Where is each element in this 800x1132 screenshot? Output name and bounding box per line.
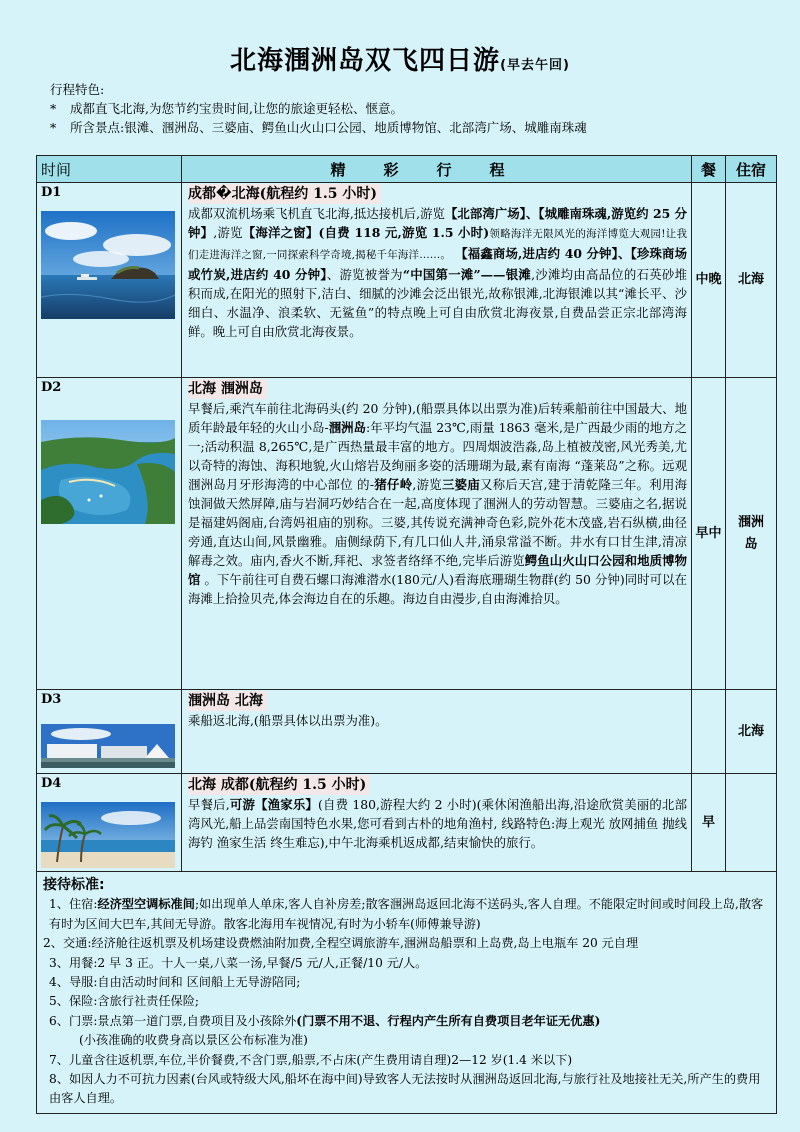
day-description <box>188 399 687 608</box>
text-segment: 、游览被誉为 <box>326 267 403 282</box>
text-segment: 8、如因人力不可抗力因素(台风或特级大风,船坏在海中间)导致客人无法按时从涠洲岛返回北海,与旅行社及地接社无关,所产生的费用由客人自理。 <box>49 1072 761 1106</box>
meal-cell: 早 <box>692 774 726 872</box>
day-cell <box>37 378 182 690</box>
title-sub: (早去午回) <box>500 58 570 73</box>
day-label: D1 <box>41 185 62 200</box>
text-segment: (小孩准确的收费身高以景区公布标准为准) <box>79 1033 308 1048</box>
table-row <box>37 183 777 378</box>
text-segment: ,游览 <box>412 477 442 492</box>
text-segment: 早餐后, <box>188 797 230 812</box>
text-segment: :年平均气温 23℃,雨量 1863 毫米,是广西最少雨的地方之一;活动积温 8,265℃,是广西热量最丰富的地方。四周烟波浩淼,岛上植被茂密,风光秀美,尤以奇特的海蚀、海积地貌,火山熔岩及绚丽多姿的活珊瑚为最,素有南海 “蓬莱岛”之称。远观涠洲岛月牙形海湾的中心部位 的- <box>188 420 688 492</box>
text-segment: 2、交通:经济舱往返机票及机场建设费燃油附加费,全程空调旅游车,涠洲岛船票和上岛费,岛上电瓶车 20 元自理 <box>43 936 639 951</box>
route-heading: 北海 涠洲岛 <box>188 379 267 399</box>
features-section <box>50 80 770 137</box>
text-segment: 【福鑫商场,进店约 40 分钟】、【珍珠商场或竹炭,进店约 40 分钟】 <box>188 246 687 282</box>
program-cell <box>182 378 692 690</box>
standard-line <box>43 934 770 953</box>
day-cell <box>37 183 182 378</box>
text-segment: 【北部湾广场】、【城雕南珠魂,游览约 25 分钟】 <box>188 206 687 240</box>
program-cell <box>182 183 692 378</box>
text-segment: 猪仔岭 <box>374 477 413 492</box>
standard-line <box>43 1051 770 1070</box>
text-segment: ,游览 <box>213 225 243 240</box>
text-segment: 鳄鱼山火山口公园和地质博物馆 <box>188 553 687 587</box>
day-cell <box>37 774 182 872</box>
island-bay-aerial-photo <box>41 420 175 524</box>
day-label: D3 <box>41 692 62 707</box>
text-segment: 乘船返北海,(船票具体以出票为准)。 <box>188 713 388 728</box>
standards-row <box>37 872 777 1114</box>
day-label: D2 <box>41 380 62 395</box>
itinerary-table <box>36 155 777 1114</box>
page-title <box>0 40 800 77</box>
stay-cell: 涠洲岛 <box>726 378 777 690</box>
palm-beach-photo <box>41 802 175 868</box>
meal-cell <box>692 690 726 774</box>
header-time: 时间 <box>37 156 182 183</box>
text-segment: 5、保险:含旅行社责任保险; <box>49 994 200 1009</box>
text-segment: 1、住宿: <box>49 897 98 912</box>
program-cell <box>182 690 692 774</box>
standard-line <box>43 1070 770 1109</box>
standard-line <box>43 1012 770 1031</box>
feature-item: * 成都直飞北海,为您节约宝贵时间,让您的旅途更轻松、惬意。 <box>50 101 403 116</box>
day-label: D4 <box>41 776 62 791</box>
standard-line <box>43 992 770 1011</box>
program-cell <box>182 774 692 872</box>
text-segment: 3、用餐:2 早 3 正。十人一桌,八菜一汤,早餐/5 元/人,正餐/10 元/人。 <box>49 955 428 970</box>
route-heading: 成都�北海(航程约 1.5 小时) <box>188 184 381 204</box>
standards-title: 接待标准: <box>43 877 105 893</box>
stay-cell: 北海 <box>726 690 777 774</box>
text-segment: ,沙滩均由高品位的石英砂堆积而成,在阳光的照射下,洁白、细腻的沙滩会泛出银光,故称银滩,北海银滩以其“滩长平、沙细白、水温净、浪柔软、无鲨鱼”的特点晚上可自由欣赏北海夜景,自费品尝正宗北部湾海鲜。晚上可自由欣赏北海夜景。 <box>188 267 687 339</box>
meal-cell: 中晚 <box>692 183 726 378</box>
table-row <box>37 378 777 690</box>
text-segment: 。下午前往可自费石螺口海滩潜水(180元/人)看海底珊瑚生物群(约 50 分钟)同时可以在海滩上拾捡贝壳,体会海边自在的乐趣。海边自由漫步,自由海滩拾贝。 <box>188 572 687 606</box>
text-segment: “中国第一滩”——银滩 <box>402 267 532 282</box>
route-heading: 北海 成都(航程约 1.5 小时) <box>188 775 370 795</box>
reception-standards <box>37 872 777 1114</box>
standard-line <box>43 895 770 934</box>
text-segment: 领略海洋无限风光的海洋博览大观园!让我们走进海洋之窗,一同探索科学奇境,揭秘千年海洋……。 <box>188 228 688 261</box>
text-segment: (自费 180,游程大约 2 小时)(乘休闲渔船出海,沿途欣赏美丽的北部湾风光,船上品尝南国特色水果,您可看到古朴的地角渔村, 线路特色:海上观光 放网捕鱼 抛线海钓 渔家生活 终生难忘),中午北海乘机返成都,结束愉快的旅行。 <box>188 797 687 850</box>
text-segment: 4、导服:自由活动时间和 区间船上无导游陪同; <box>49 975 301 990</box>
stay-cell <box>726 774 777 872</box>
text-segment: 三婆庙 <box>442 477 481 492</box>
beach-island-photo <box>41 211 175 319</box>
feature-item: * 所含景点:银滩、涠洲岛、三婆庙、鳄鱼山火山口公园、地质博物馆、北部湾广场、城雕南珠魂 <box>50 120 587 135</box>
day-cell <box>37 690 182 774</box>
text-segment: 经济型空调标准间 <box>97 897 195 912</box>
text-segment: 早餐后,乘汽车前往北海码头(约 20 分钟),(船票具体以出票为准)后转乘船前往中国最大、地质年龄最年轻的火山小岛- <box>188 401 687 435</box>
table-row <box>37 774 777 872</box>
route-heading: 涠洲岛 北海 <box>188 691 267 711</box>
header-stay: 住宿 <box>726 156 777 183</box>
text-segment: 【海洋之窗】(自费 118 元,游览 1.5 小时) <box>242 225 490 240</box>
features-heading: 行程特色: <box>50 82 105 97</box>
harbor-buildings-photo <box>41 724 175 768</box>
header-program: 精彩行程 <box>182 156 692 183</box>
text-segment: 又称后天宫,建于清乾隆三年。利用海蚀洞做天然屏障,庙与岩洞巧妙结合在一起,高度体现了涠洲人的劳动智慧。三婆庙之名,据说是福建妈阁庙,台湾妈祖庙的别称。三婆,其传说充满神奇色彩,院外花木茂盛,岩石纵横,曲径旁通,直达山间,风景幽雅。庙侧绿荫下,有几口仙人井,涌泉常溢不断。井水有口甘生津,清凉解毒之效。庙内,香火不断,拜祀、求签者络绎不绝,完毕后游览 <box>188 477 687 568</box>
text-segment: 成都双流机场乘飞机直飞北海,抵达接机后,游览 <box>188 206 445 221</box>
text-segment: 6、门票:景点第一道门票,自费项目及小孩除外 <box>49 1013 297 1028</box>
day-description <box>188 711 687 730</box>
text-segment: ;如出现单人单床,客人自补房差;散客涠洲岛返回北海不送码头,客人自理。不能限定时间或时间段上岛,散客有时为区间大巴车,其间无导游。散客北海用车视情况,有时为小轿车(师傅兼导游) <box>49 897 764 931</box>
day-description <box>188 795 687 852</box>
text-segment: 涠洲岛 <box>328 420 366 435</box>
standard-line <box>43 954 770 973</box>
table-row <box>37 690 777 774</box>
standard-line <box>43 1031 770 1050</box>
header-meal: 餐 <box>692 156 726 183</box>
text-segment: 7、儿童含往返机票,车位,半价餐费,不含门票,船票,不占床(产生费用请自理)2—12 岁(1.4 米以下) <box>49 1052 573 1067</box>
standard-line <box>43 973 770 992</box>
meal-cell: 早中 <box>692 378 726 690</box>
text-segment: (门票不用不退、行程内产生所有自费项目老年证无优惠) <box>296 1013 601 1028</box>
text-segment: 可游【渔家乐】 <box>229 797 319 812</box>
table-header-row <box>37 156 777 183</box>
title-main: 北海涠洲岛双飞四日游 <box>230 46 501 76</box>
day-description <box>188 204 687 341</box>
stay-cell: 北海 <box>726 183 777 378</box>
